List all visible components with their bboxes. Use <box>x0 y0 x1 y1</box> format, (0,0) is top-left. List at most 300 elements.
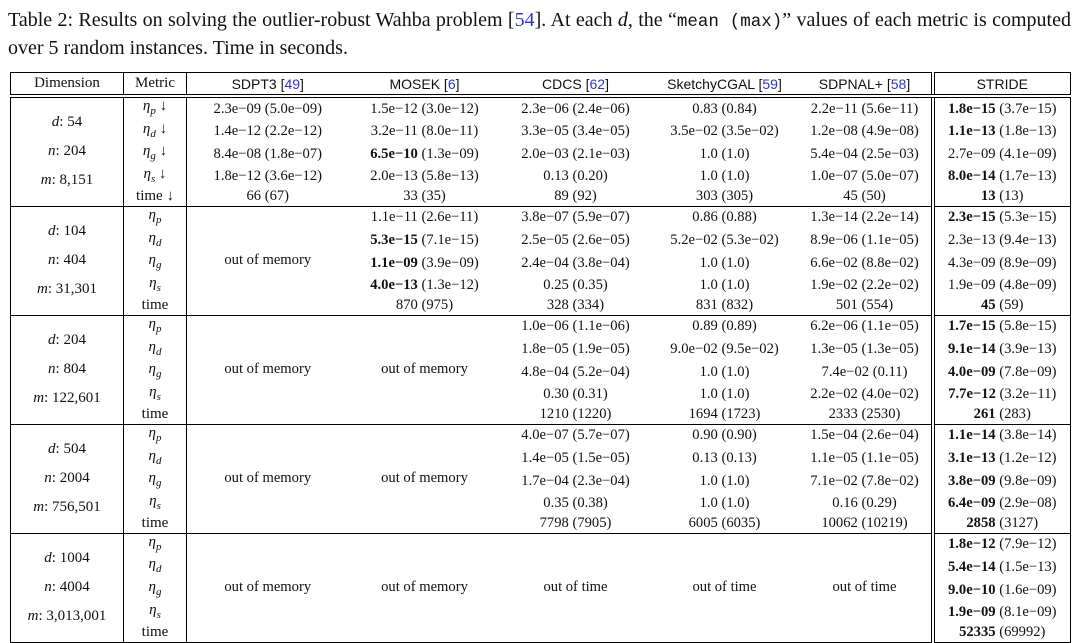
max-value: (8.9e−09) <box>995 254 1057 271</box>
value-cell <box>349 297 501 315</box>
value-cell <box>349 275 501 298</box>
caption-text: Table 2: Results on solving the outlier-robust Wahba problem [ <box>8 9 515 31</box>
max-value: (1220) <box>568 406 612 423</box>
max-value: (5.6e−11) <box>857 100 919 117</box>
metric-label-cell: $\eta_s$ <box>124 384 187 407</box>
mean-value: 13 <box>980 188 996 205</box>
max-value: (35) <box>417 188 446 205</box>
metric-label-cell: $\eta_g$ ↓ <box>124 143 187 166</box>
citation-link[interactable]: 62 <box>589 75 606 92</box>
mean-value: 1.0 <box>699 495 718 512</box>
max-value: (8.8e−02) <box>857 254 919 271</box>
dimension-variable: n <box>48 252 56 269</box>
value-cell <box>933 361 1071 384</box>
mean-value: 4.0e−13 <box>370 277 418 294</box>
metric-symbol: η <box>148 579 156 596</box>
metric-symbol: η <box>149 383 157 400</box>
max-value: (1.5e−13) <box>995 558 1057 575</box>
mean-value: 2.3e−15 <box>947 209 996 226</box>
value-cell <box>501 493 651 516</box>
mean-value: 501 <box>835 297 858 314</box>
mean-value: 5.2e−02 <box>670 232 718 249</box>
max-value: (334) <box>568 297 605 314</box>
value-cell <box>651 448 799 471</box>
value-cell <box>501 339 651 362</box>
max-value: (1.1e−05) <box>857 318 919 335</box>
mean-value: 33 <box>403 188 418 205</box>
mean-value: 1.1e−11 <box>370 209 418 226</box>
mean-value: 1.2e−08 <box>810 123 858 140</box>
value-cell <box>799 166 933 189</box>
dimension-variable: m <box>27 608 39 625</box>
dimension-variable: d <box>48 223 56 240</box>
dimension-line: m: 8,151 <box>40 172 94 189</box>
value-cell <box>933 206 1071 229</box>
citation-link[interactable]: 58 <box>890 75 907 92</box>
value-cell <box>501 315 651 338</box>
max-value: (1.3e−12) <box>417 277 479 294</box>
mean-value: 1210 <box>539 406 569 423</box>
mean-value: 1.5e−04 <box>810 427 858 444</box>
mean-value: 7.7e−12 <box>948 386 996 403</box>
dimension-line: n: 4004 <box>44 579 90 596</box>
value-cell <box>651 315 799 338</box>
dimension-variable: n <box>44 579 52 596</box>
max-value: (1.0) <box>717 277 750 294</box>
value-cell <box>799 384 933 407</box>
mean-value: 1.0 <box>699 277 718 294</box>
dimension-line: m: 122,601 <box>33 390 101 407</box>
table-row <box>11 424 1071 447</box>
metric-label-cell: $\eta_g$ <box>124 579 187 602</box>
max-value: (2.3e−04) <box>568 472 630 489</box>
dimension-line: d: 1004 <box>44 550 90 567</box>
mean-value: 8.4e−08 <box>213 145 262 162</box>
mean-value: 45 <box>843 188 858 205</box>
max-value: (1.6e−09) <box>995 581 1057 598</box>
value-cell <box>651 493 799 516</box>
value-cell <box>501 206 651 229</box>
metric-label-cell: time <box>124 297 187 315</box>
mean-value: 6.2e−06 <box>810 318 858 335</box>
max-value: (3.0e−12) <box>417 100 479 117</box>
dimension-line: m: 31,301 <box>36 281 97 298</box>
mean-value: 1.0e−06 <box>521 318 569 335</box>
value-cell <box>651 252 799 275</box>
max-value: (2.6e−04) <box>857 427 919 444</box>
dimension-cell <box>11 206 124 315</box>
value-cell <box>187 166 349 189</box>
max-value: (1.1e−05) <box>857 232 919 249</box>
status-cell: out of time <box>799 533 933 642</box>
max-value: (0.84) <box>717 100 757 117</box>
metric-label-cell: time <box>124 406 187 424</box>
value-cell <box>933 602 1071 625</box>
value-cell <box>651 143 799 166</box>
table-row <box>11 275 1071 298</box>
column-label: MOSEK <box>389 75 441 92</box>
value-cell <box>501 406 651 424</box>
max-value: (2.2e−02) <box>857 277 919 294</box>
value-cell <box>933 275 1071 298</box>
value-cell <box>933 624 1071 642</box>
value-cell <box>651 188 799 206</box>
max-value: (8.1e−09) <box>995 604 1057 621</box>
mean-value: 303 <box>695 188 718 205</box>
mean-value: 1.9e−09 <box>947 604 996 621</box>
column-header-metric <box>124 73 187 97</box>
value-cell <box>933 556 1071 579</box>
column-header-stride <box>933 73 1071 97</box>
max-value: (1.9e−05) <box>568 341 630 358</box>
metric-label-cell: $\eta_d$ <box>124 556 187 579</box>
max-value: (0.31) <box>568 386 608 403</box>
mean-value: 2858 <box>966 515 996 532</box>
mean-value: 4.0e−07 <box>521 427 569 444</box>
max-value: (5.2e−04) <box>568 363 630 380</box>
metric-label-cell: time <box>124 624 187 642</box>
metric-label-cell: $\eta_p$ <box>124 315 187 338</box>
value-cell <box>799 448 933 471</box>
metric-symbol: η <box>148 424 156 441</box>
citation-link[interactable]: 54 <box>514 9 535 31</box>
mean-value: 1.9e−09 <box>948 277 996 294</box>
table-row <box>11 448 1071 471</box>
max-value: (1723) <box>717 406 761 423</box>
value-cell <box>349 121 501 144</box>
status-cell: out of memory <box>349 424 501 533</box>
table-row <box>11 230 1071 253</box>
max-value: (67) <box>261 188 290 205</box>
max-value: (7.1e−15) <box>417 232 479 249</box>
value-cell <box>933 384 1071 407</box>
value-cell <box>799 96 933 121</box>
value-cell <box>187 96 349 121</box>
mean-value: 1.0e−07 <box>810 168 858 185</box>
mean-value: 1.7e−15 <box>947 318 996 335</box>
value-cell <box>651 206 799 229</box>
max-value: (0.90) <box>717 427 757 444</box>
max-value: (1.0) <box>717 363 750 380</box>
table-row <box>11 533 1071 556</box>
value-cell <box>799 143 933 166</box>
max-value: (0.11) <box>869 363 908 380</box>
max-value: (554) <box>857 297 894 314</box>
value-cell <box>651 166 799 189</box>
citation-link[interactable]: 6 <box>447 75 456 92</box>
max-value: (2.2e−12) <box>261 123 322 140</box>
max-value: (1.2e−12) <box>995 450 1057 466</box>
mean-value: 1.4e−12 <box>213 123 262 140</box>
mean-value: 0.30 <box>543 386 569 403</box>
column-label: SDPNAL+ <box>818 75 883 92</box>
max-value: (0.38) <box>568 495 608 512</box>
value-cell <box>933 96 1071 121</box>
value-cell <box>501 166 651 189</box>
value-cell <box>933 188 1071 206</box>
max-value: (2.9e−08) <box>995 495 1057 512</box>
caption-text: d <box>617 9 628 31</box>
metric-label-cell: $\eta_p$ <box>124 206 187 229</box>
value-cell <box>501 470 651 493</box>
citation-link[interactable]: 59 <box>762 75 778 92</box>
metric-symbol: η <box>142 143 151 160</box>
value-cell <box>349 143 501 166</box>
max-value: (1.1e−05) <box>857 450 919 466</box>
mean-value: 0.90 <box>692 427 718 444</box>
dimension-line: n: 404 <box>48 252 86 269</box>
metric-symbol: η <box>149 492 157 509</box>
mean-value: 6005 <box>688 515 718 532</box>
metric-symbol: η <box>148 556 156 573</box>
value-cell <box>799 275 933 298</box>
max-value: (5.0e−09) <box>261 100 322 117</box>
max-value: (92) <box>568 188 597 205</box>
max-value: (305) <box>717 188 754 205</box>
value-cell <box>651 424 799 447</box>
dimension-line: n: 204 <box>48 143 86 160</box>
metric-symbol: η <box>148 470 156 487</box>
mean-value: 0.25 <box>543 277 569 294</box>
column-header-dimension <box>11 73 124 97</box>
value-cell <box>799 230 933 253</box>
metric-label-cell: $\eta_g$ <box>124 470 187 493</box>
max-value: (1.0) <box>717 472 750 489</box>
mean-value: 0.16 <box>832 495 858 512</box>
max-value: (9.4e−13) <box>995 232 1057 249</box>
value-cell <box>799 361 933 384</box>
max-value: (3.6e−12) <box>261 168 322 185</box>
citation-link[interactable]: 49 <box>284 75 301 92</box>
value-cell <box>933 230 1071 253</box>
max-value: (1.8e−07) <box>261 145 322 162</box>
mean-value: 1.5e−12 <box>370 100 418 117</box>
value-cell <box>651 96 799 121</box>
mean-value: 9.0e−02 <box>670 341 718 358</box>
max-value: (7.8e−09) <box>995 363 1057 380</box>
mean-value: 4.8e−04 <box>521 363 569 380</box>
max-value: (2.1e−03) <box>568 145 630 162</box>
dimension-variable: d <box>51 114 60 131</box>
value-cell <box>501 230 651 253</box>
max-value: (7.8e−02) <box>857 472 919 489</box>
value-cell <box>799 339 933 362</box>
column-label: SketchyCGAL <box>667 75 755 92</box>
mean-value: 1.0 <box>699 145 718 162</box>
mean-value: 0.86 <box>692 209 718 226</box>
max-value: (2.4e−06) <box>568 100 630 117</box>
mean-value: 7.4e−02 <box>821 363 870 380</box>
value-cell <box>933 579 1071 602</box>
mean-value: 2.3e−06 <box>521 100 569 117</box>
max-value: (1.0) <box>717 168 750 185</box>
mean-value: 1.1e−14 <box>947 427 996 444</box>
max-value: (5.0e−07) <box>857 168 919 185</box>
value-cell <box>501 448 651 471</box>
value-cell <box>501 121 651 144</box>
value-cell <box>799 206 933 229</box>
mean-value: 1.0 <box>699 363 718 380</box>
table-row <box>11 339 1071 362</box>
mean-value: 0.13 <box>692 450 718 466</box>
max-value: (283) <box>995 406 1031 423</box>
max-value: (4.9e−08) <box>857 123 919 140</box>
value-cell <box>799 188 933 206</box>
value-cell <box>933 406 1071 424</box>
value-cell <box>651 275 799 298</box>
mean-value: 2.0e−03 <box>521 145 569 162</box>
status-cell: out of memory <box>187 206 349 315</box>
value-cell <box>933 252 1071 275</box>
value-cell <box>501 384 651 407</box>
metric-symbol: η <box>148 315 156 332</box>
mean-value: 0.13 <box>543 168 569 185</box>
metric-label-cell: $\eta_s$ <box>124 275 187 298</box>
table-caption <box>8 7 1071 61</box>
mean-value: 2.3e−09 <box>213 100 262 117</box>
dimension-cell <box>11 533 124 642</box>
max-value: (2.6e−11) <box>417 209 479 226</box>
dimension-variable: m <box>40 172 52 189</box>
metric-label-cell: $\eta_d$ ↓ <box>124 121 187 144</box>
mean-value: 8.9e−06 <box>810 232 858 249</box>
max-value: (0.35) <box>568 277 608 294</box>
metric-symbol: η <box>149 274 157 291</box>
mean-value: 7798 <box>539 515 569 532</box>
mean-value: 1.1e−13 <box>947 123 996 140</box>
max-value: (69992) <box>995 624 1046 641</box>
dimension-line: d: 104 <box>48 223 86 240</box>
value-cell <box>349 96 501 121</box>
max-value: (0.88) <box>717 209 757 226</box>
dimension-line: d: 54 <box>51 114 83 131</box>
results-table <box>10 72 1071 643</box>
value-cell <box>349 252 501 275</box>
max-value: (0.29) <box>857 495 897 512</box>
value-cell <box>651 339 799 362</box>
mean-value: 66 <box>246 188 262 205</box>
mean-value: 1.0 <box>699 386 718 403</box>
metric-symbol: η <box>148 447 156 464</box>
value-cell <box>651 470 799 493</box>
value-cell <box>799 424 933 447</box>
max-value: (4.8e−09) <box>995 277 1057 294</box>
value-cell <box>799 515 933 533</box>
value-cell <box>933 121 1071 144</box>
value-cell <box>933 470 1071 493</box>
mean-value: 10062 <box>821 515 858 532</box>
table-row <box>11 206 1071 229</box>
mean-value: 5.4e−14 <box>947 558 996 575</box>
column-header-mosek: MOSEK [6] <box>349 73 501 97</box>
mean-value: 6.4e−09 <box>947 495 996 512</box>
mean-value: 1.9e−02 <box>810 277 858 294</box>
value-cell <box>933 166 1071 189</box>
status-cell: out of time <box>501 533 651 642</box>
table-row <box>11 143 1071 166</box>
value-cell <box>187 121 349 144</box>
value-cell <box>799 315 933 338</box>
mean-value: 328 <box>546 297 569 314</box>
max-value: (5.3e−15) <box>995 209 1057 226</box>
metric-label-cell: time ↓ <box>124 188 187 206</box>
mean-value: 1.8e−12 <box>213 168 262 185</box>
dimension-line: d: 204 <box>48 332 86 349</box>
metric-label-cell: $\eta_d$ <box>124 230 187 253</box>
metric-label-cell: $\eta_p$ <box>124 533 187 556</box>
dimension-variable: n <box>48 361 56 378</box>
value-cell <box>651 406 799 424</box>
mean-value: 1.4e−05 <box>521 450 569 466</box>
max-value: (4.0e−02) <box>857 386 919 403</box>
max-value: (1.3e−05) <box>857 341 919 358</box>
value-cell <box>501 188 651 206</box>
mean-value: 3.1e−13 <box>947 450 996 466</box>
value-cell <box>933 424 1071 447</box>
table-row <box>11 361 1071 384</box>
metric-symbol: η <box>143 165 151 182</box>
max-value: (2530) <box>857 406 901 423</box>
mean-value: 1.3e−05 <box>810 341 858 358</box>
mean-value: 1.1e−09 <box>370 254 418 271</box>
max-value: (5.9e−07) <box>568 209 630 226</box>
value-cell <box>933 297 1071 315</box>
mean-value: 831 <box>695 297 718 314</box>
max-value: (3127) <box>995 515 1039 532</box>
mean-value: 1.8e−15 <box>947 100 996 117</box>
max-value: (3.7e−15) <box>995 100 1057 117</box>
dimension-variable: m <box>33 390 45 407</box>
metric-label-cell: $\eta_p$ ↓ <box>124 96 187 121</box>
column-label: Metric <box>135 75 175 91</box>
dimension-variable: n <box>44 470 52 487</box>
value-cell <box>501 424 651 447</box>
max-value: (3.2e−11) <box>995 386 1057 403</box>
max-value: (10219) <box>857 515 908 532</box>
value-cell <box>501 96 651 121</box>
metric-label-cell: $\eta_d$ <box>124 339 187 362</box>
max-value: (1.0) <box>717 254 750 271</box>
value-cell <box>501 143 651 166</box>
caption-text: , the “ <box>627 9 677 31</box>
mean-value: 89 <box>554 188 569 205</box>
column-header-sketchycgal: SketchyCGAL [59] <box>651 73 799 97</box>
mean-value: 1.0 <box>699 254 718 271</box>
max-value: (2.2e−14) <box>857 209 919 226</box>
max-value: (5.3e−02) <box>717 232 779 249</box>
value-cell <box>651 121 799 144</box>
value-cell <box>799 493 933 516</box>
dimension-variable: d <box>44 550 52 567</box>
value-cell <box>349 230 501 253</box>
mean-value: 1.1e−05 <box>810 450 858 466</box>
max-value: (1.8e−13) <box>995 123 1057 140</box>
mean-value: 4.3e−09 <box>948 254 996 271</box>
metric-label-cell: $\eta_p$ <box>124 424 187 447</box>
table-row <box>11 493 1071 516</box>
metric-label-cell: $\eta_s$ <box>124 493 187 516</box>
max-value: (2.6e−05) <box>568 232 630 249</box>
dimension-variable: m <box>36 281 48 298</box>
dimension-line: n: 804 <box>48 361 86 378</box>
mean-value: 1694 <box>688 406 718 423</box>
max-value: (1.7e−13) <box>995 168 1057 185</box>
mean-value: 5.3e−15 <box>370 232 418 249</box>
max-value: (6035) <box>717 515 761 532</box>
max-value: (0.89) <box>717 318 757 335</box>
caption-text: ” values of each metric is computed over 5 random instances. Time in seconds. <box>8 9 1071 59</box>
table-row <box>11 96 1071 121</box>
